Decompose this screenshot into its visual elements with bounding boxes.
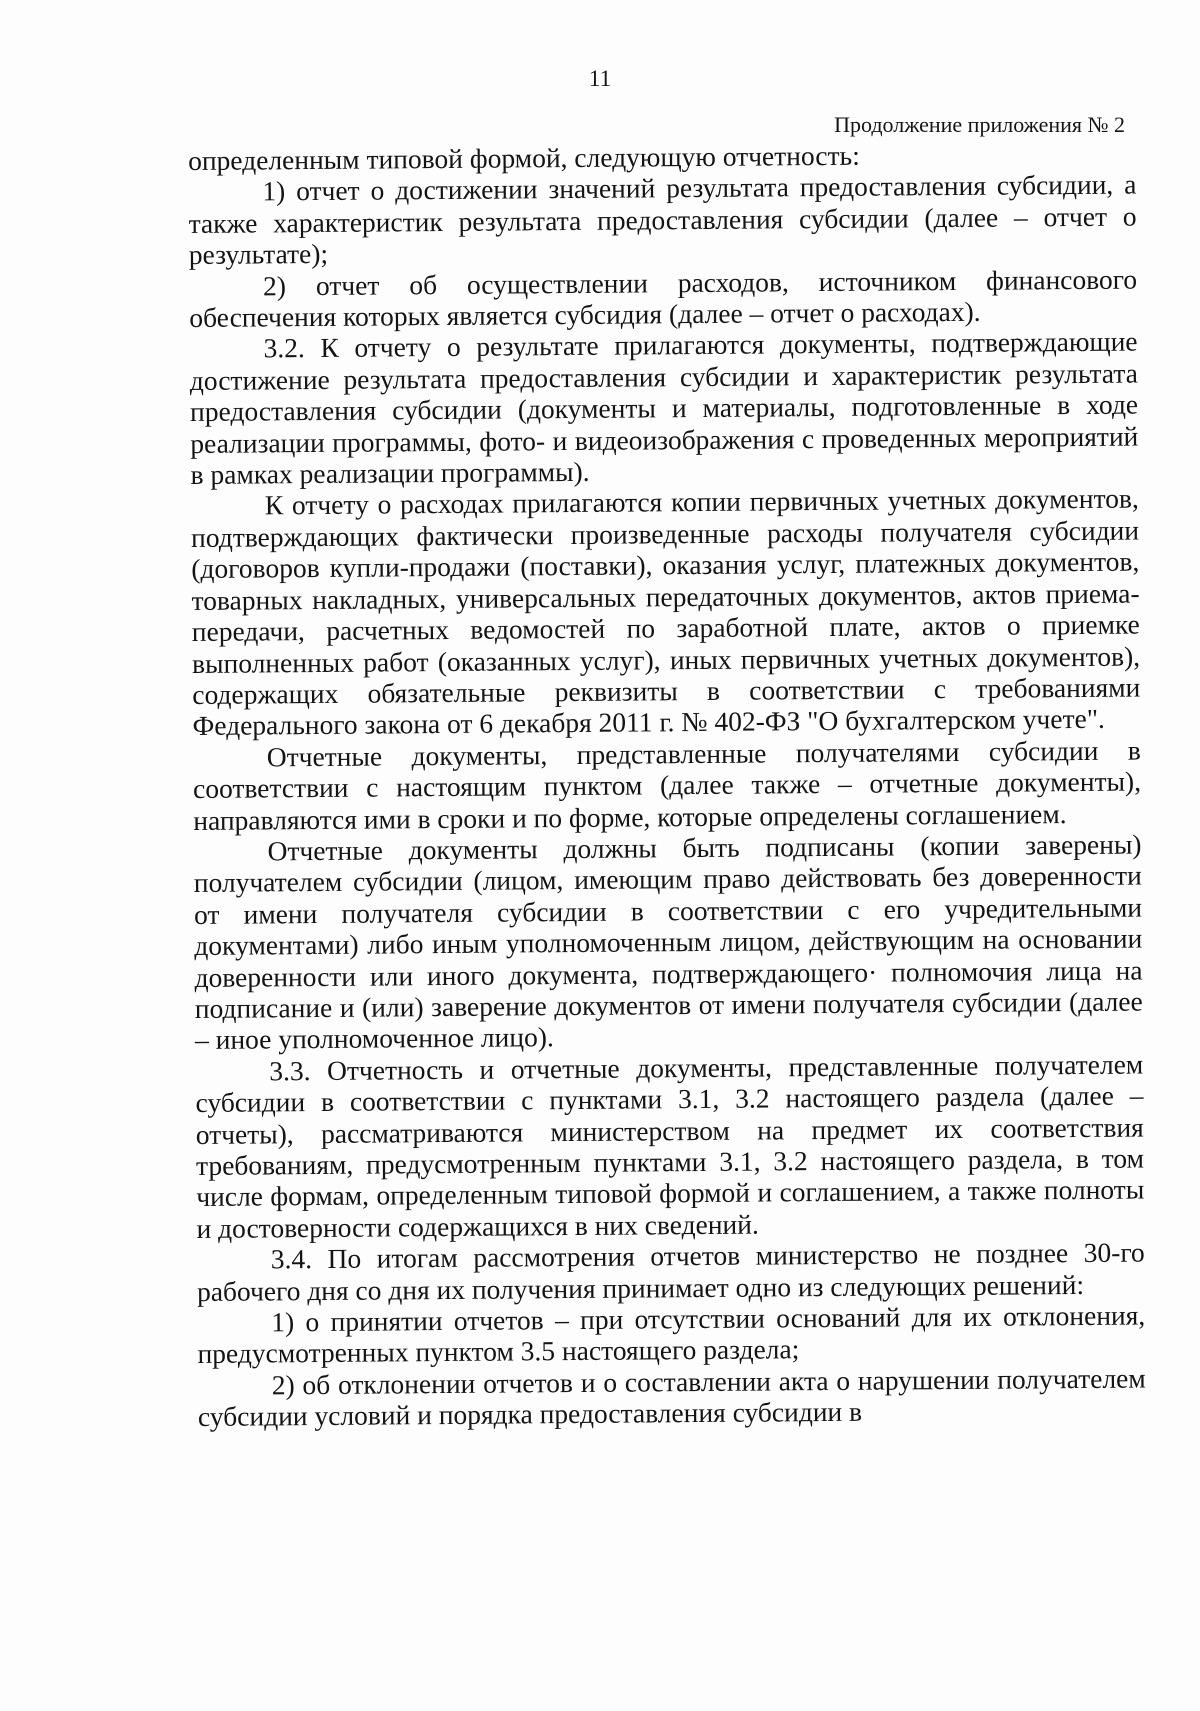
appendix-label: Продолжение приложения № 2 [834,112,1125,137]
paragraph: 2) об отклонении отчетов и о составлении акта о нарушении получателем субсидии условий и порядка предоставления субсидии в [197,1362,1146,1433]
document-body [188,138,1146,1433]
paragraph: 2) отчет об осуществлении расходов, источником финансового обеспечения которых является субсидия (далее – отчет о расходах). [189,263,1138,334]
paragraph: 1) отчет о достижении значений результата предоставления субсидии, а также характеристик результата предоставления субсидии (далее – отчет о результате); [188,168,1137,271]
paragraph: 3.2. К отчету о результате прилагаются документы, подтверждающие достижение результата предоставления субсидии и характеристик результата предоставления субсидии (документы и материалы, подготовленные в ходе реализации программы, фото- и видеоизображения с проведенных мероприятий в рамках реализации программы). [189,325,1139,491]
paragraph: К отчету о расходах прилагаются копии первичных учетных документов, подтверждающих фактически произведенные расходы получателя субсидии (договоров купли-продажи (поставки), оказания услуг, платежных документов, товарных накладных, универсальных передаточных документов, актов приема-передачи, расчетных ведомостей по заработной плате, актов о приемке выполненных работ (оказанных услуг), иных первичных учетных документов), содержащих обязательные реквизиты в соответствии с требованиями Федерального закона от 6 декабря 2011 г. № 402-ФЗ "О бухгалтерском учете". [190,483,1141,742]
paragraph: определенным типовой формой, следующую отчетность: [188,139,860,176]
paragraph: 3.4. По итогам рассмотрения отчетов министерство не позднее 30-го рабочего дня со дня их получения принимает одно из следующих решений: [196,1236,1145,1307]
paragraph: Отчетные документы, представленные получателями субсидии в соответствии с настоящим пунктом (далее также – отчетные документы), направляются ими в сроки и по форме, которые определены соглашением. [192,734,1142,836]
paragraph: 1) о принятии отчетов – при отсутствии оснований для их отклонения, предусмотренных пунктом 3.5 настоящего раздела; [197,1299,1146,1370]
page-number: 11 [588,66,612,91]
paragraph: Отчетные документы должны быть подписаны (копии заверены) получателем субсидии (лицом, имеющим право действовать без доверенности от имени получателя субсидии в соответствии с его учредительными документами) либо иным уполномоченным лицом, действующим на основании доверенности или иного документа, подтверждающего· полномочия лица на подписание и (или) заверение документов от имени получателя субсидии (далее – иное уполномоченное лицо). [193,828,1143,1056]
paragraph: 3.3. Отчетность и отчетные документы, представленные получателем субсидии в соответствии с пунктами 3.1, 3.2 настоящего раздела (далее – отчеты), рассматриваются министерством на предмет их соответствия требованиям, предусмотренным пунктами 3.1, 3.2 настоящего раздела, в том числе формам, определенным типовой формой и соглашением, а также полноты и достоверности содержащихся в них сведений. [195,1048,1145,1244]
